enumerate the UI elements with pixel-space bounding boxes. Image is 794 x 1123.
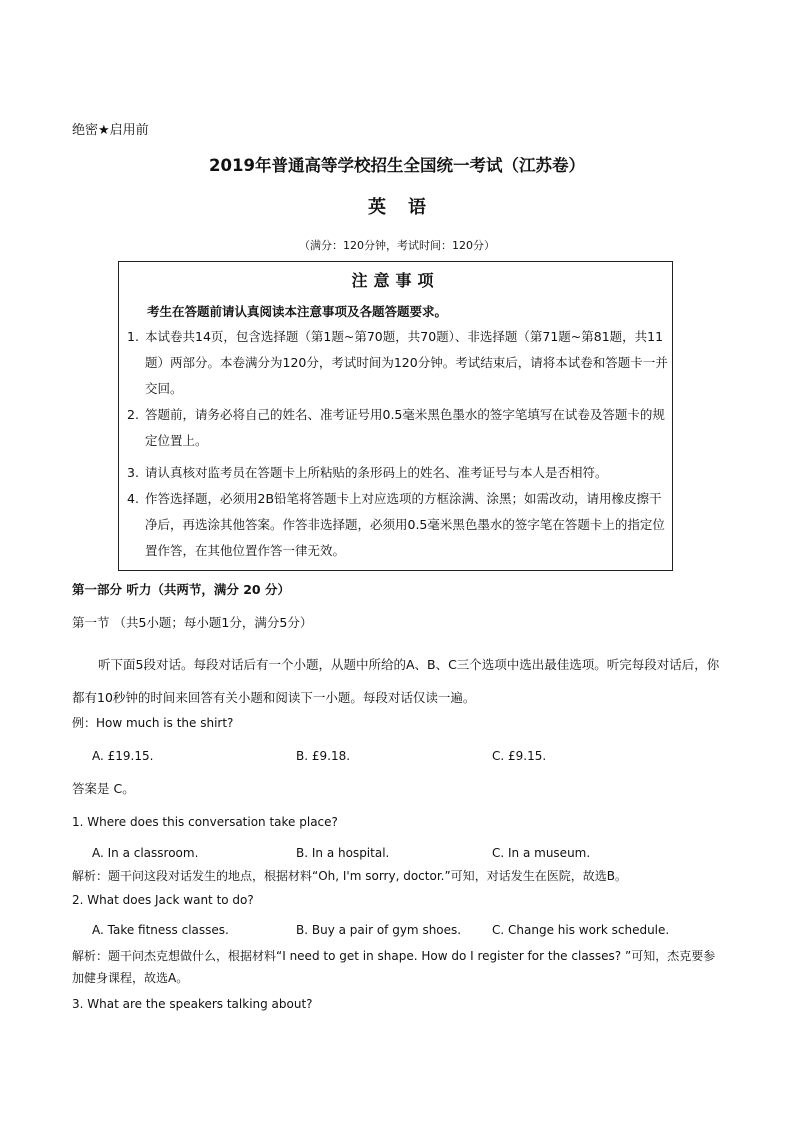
example-option-c: C. £9.15.	[492, 749, 547, 763]
question-2: 2. What does Jack want to do?	[72, 893, 254, 907]
question-3: 3. What are the speakers talking about?	[72, 997, 313, 1011]
q1-analysis: 解析：题干问这段对话发生的地点，根据材料“Oh, I'm sorry, doctor.”可知，对话发生在医院，故选B。	[72, 869, 627, 883]
notice-intro: 考生在答题前请认真阅读本注意事项及各题答题要求。	[147, 304, 448, 319]
q2-analysis: 解析：题干问杰克想做什么，根据材料“I need to get in shape. How do I register for the classes? ”可知，杰克要参加健身课程，故选A。	[72, 949, 716, 985]
score-time-note: （满分：120分钟，考试时间：120分）	[299, 239, 495, 252]
example-option-b: B. £9.18.	[296, 749, 351, 763]
q2-option-a: A. Take fitness classes.	[92, 923, 229, 937]
notice-item-number: 2.	[127, 407, 139, 422]
example-answer: 答案是 C。	[72, 781, 135, 796]
notice-item-text: 本试卷共14页，包含选择题（第1题~第70题，共70题）、非选择题（第71题~第81题，共11题）两部分。本卷满分为120分，考试时间为120分钟。考试结束后，请将本试卷和答题卡一并交回。	[145, 329, 668, 396]
notice-title: 注意事项	[351, 271, 440, 290]
notice-item-number: 3.	[127, 465, 139, 480]
example-option-a: A. £19.15.	[92, 749, 154, 763]
part-one-title: 第一部分 听力（共两节，满分 20 分）	[72, 582, 290, 597]
notice-item-number: 4.	[127, 491, 139, 506]
q1-option-c: C. In a museum.	[492, 846, 591, 860]
exam-title: 2019年普通高等学校招生全国统一考试（江苏卷）	[209, 156, 585, 175]
subject-title: 英语	[368, 197, 448, 218]
notice-item-text: 请认真核对监考员在答题卡上所粘贴的条形码上的姓名、准考证号与本人是否相符。	[145, 465, 608, 480]
question-1: 1. Where does this conversation take place?	[72, 815, 338, 829]
listening-instructions: 听下面5段对话。每段对话后有一个小题，从题中所给的A、B、C三个选项中选出最佳选项。听完每段对话后，你都有10秒钟的时间来回答有关小题和阅读下一小题。每段对话仅读一遍。	[72, 657, 720, 705]
q2-option-b: B. Buy a pair of gym shoes.	[296, 923, 462, 937]
notice-item-text: 作答选择题，必须用2B铅笔将答题卡上对应选项的方框涂满、涂黑；如需改动，请用橡皮擦干净后，再选涂其他答案。作答非选择题，必须用0.5毫米黑色墨水的签字笔在答题卡上的指定位置作答，在其他位置作答一律无效。	[145, 491, 665, 558]
notice-item-text: 答题前，请务必将自己的姓名、准考证号用0.5毫米黑色墨水的签字笔填写在试卷及答题卡的规定位置上。	[145, 407, 665, 448]
q2-option-c: C. Change his work schedule.	[492, 923, 670, 937]
confidential-label: 绝密★启用前	[72, 123, 149, 138]
q1-option-b: B. In a hospital.	[296, 846, 390, 860]
notice-item-number: 1.	[127, 329, 139, 344]
q1-option-a: A. In a classroom.	[92, 846, 199, 860]
notice-box	[118, 261, 673, 571]
example-question: 例：How much is the shirt?	[72, 716, 234, 730]
section-one-title: 第一节 （共5小题；每小题1分，满分5分）	[72, 615, 313, 630]
